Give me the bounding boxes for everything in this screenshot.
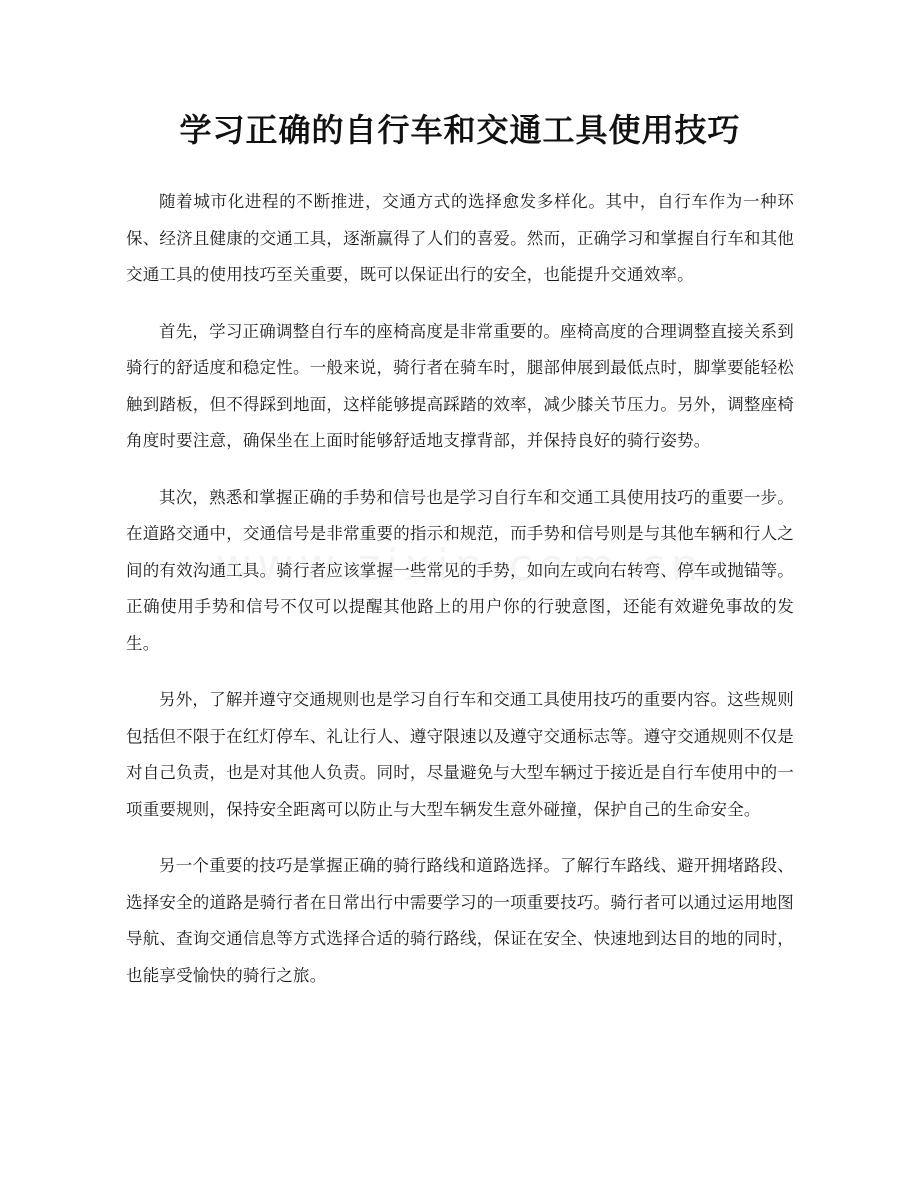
paragraph-3: 其次，熟悉和掌握正确的手势和信号也是学习自行车和交通工具使用技巧的重要一步。在道路交通中，交通信号是非常重要的指示和规范，而手势和信号则是与其他车辆和行人之间的有效沟通工具。骑行者应该掌握一些常见的手势，如向左或向右转弯、停车或抛锚等。正确使用手势和信号不仅可以提醒其他路上的用户你的行驶意图，还能有效避免事故的发生。 bbox=[126, 487, 794, 653]
paragraph-1: 随着城市化进程的不断推进，交通方式的选择愈发多样化。其中，自行车作为一种环保、经济且健康的交通工具，逐渐赢得了人们的喜爱。然而，正确学习和掌握自行车和其他交通工具的使用技巧至关重要，既可以保证出行的安全，也能提升交通效率。 bbox=[126, 192, 794, 284]
document-body bbox=[126, 184, 794, 994]
document-title: 学习正确的自行车和交通工具使用技巧 bbox=[179, 111, 741, 149]
paragraph-4: 另外，了解并遵守交通规则也是学习自行车和交通工具使用技巧的重要内容。这些规则包括但不限于在红灯停车、礼让行人、遵守限速以及遵守交通标志等。遵守交通规则不仅是对自己负责，也是对其他人负责。同时，尽量避免与大型车辆过于接近是自行车使用中的一项重要规则，保持安全距离可以防止与大型车辆发生意外碰撞，保护自己的生命安全。 bbox=[126, 690, 794, 819]
paragraph-5: 另一个重要的技巧是掌握正确的骑行路线和道路选择。了解行车路线、避开拥堵路段、选择安全的道路是骑行者在日常出行中需要学习的一项重要技巧。骑行者可以通过运用地图导航、查询交通信息等方式选择合适的骑行路线，保证在安全、快速地到达目的地的同时，也能享受愉快的骑行之旅。 bbox=[126, 856, 794, 985]
paragraph-2: 首先，学习正确调整自行车的座椅高度是非常重要的。座椅高度的合理调整直接关系到骑行的舒适度和稳定性。一般来说，骑行者在骑车时，腿部伸展到最低点时，脚掌要能轻松触到踏板，但不得踩到地面，这样能够提高踩踏的效率，减少膝关节压力。另外，调整座椅角度时要注意，确保坐在上面时能够舒适地支撑背部，并保持良好的骑行姿势。 bbox=[126, 321, 794, 450]
